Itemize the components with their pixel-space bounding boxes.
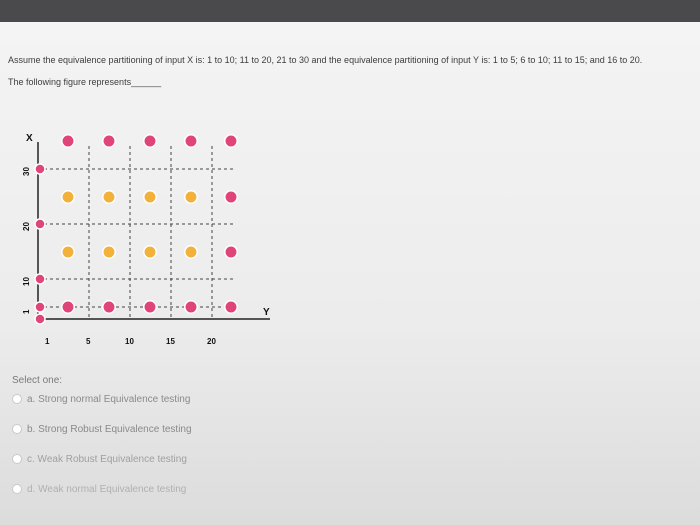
question-page (0, 22, 700, 525)
robust-test-point (144, 135, 156, 147)
nominal-test-point (62, 246, 74, 258)
option-b[interactable] (12, 422, 192, 436)
left-tick-label: 10 (22, 277, 31, 286)
option-label: b. Strong Robust Equivalence testing (27, 423, 192, 435)
nominal-test-point (185, 191, 197, 203)
grid-lines (38, 146, 236, 319)
nominal-test-point (103, 191, 115, 203)
robust-test-point (225, 135, 237, 147)
robust-test-point (225, 191, 237, 203)
bottom-tick-label: 5 (86, 337, 91, 346)
select-one-label: Select one: (12, 375, 63, 386)
bottom-tick-label: 10 (125, 337, 134, 346)
option-d[interactable] (12, 482, 192, 496)
robust-test-point (103, 135, 115, 147)
nominal-test-point (103, 246, 115, 258)
radio-button[interactable] (12, 394, 22, 404)
robust-test-point (62, 301, 74, 313)
axis-test-point (35, 164, 45, 174)
axis-test-point (35, 219, 45, 229)
nominal-test-point (185, 246, 197, 258)
nominal-test-point (144, 191, 156, 203)
axis-label-y: Y (263, 307, 270, 318)
robust-test-point (103, 301, 115, 313)
axis-test-point (35, 314, 45, 324)
robust-test-point (62, 135, 74, 147)
robust-test-point (144, 301, 156, 313)
nominal-test-point (62, 191, 74, 203)
bottom-tick-label: 20 (207, 337, 216, 346)
radio-button[interactable] (12, 454, 22, 464)
question-text (8, 53, 693, 89)
question-line-2: The following figure represents______ (8, 77, 162, 87)
axis-test-point (35, 302, 45, 312)
option-c[interactable] (12, 452, 192, 466)
left-tick-label: 20 (22, 222, 31, 231)
option-a[interactable] (12, 392, 192, 406)
bottom-tick-label: 15 (166, 337, 175, 346)
option-label: c. Weak Robust Equivalence testing (27, 453, 187, 465)
answer-options (12, 392, 192, 512)
axis-label-x: X (26, 133, 33, 144)
robust-test-point (225, 246, 237, 258)
axis-test-point (35, 274, 45, 284)
left-tick-label: 30 (22, 167, 31, 176)
radio-button[interactable] (12, 484, 22, 494)
bottom-tick-label: 1 (45, 337, 50, 346)
robust-test-point (225, 301, 237, 313)
robust-test-point (185, 301, 197, 313)
nominal-test-point (144, 246, 156, 258)
radio-button[interactable] (12, 424, 22, 434)
question-line-1: Assume the equivalence partitioning of input X is: 1 to 10; 11 to 20, 21 to 30 and the equivalence partitioning of input Y is: 1 to 5; 6 to 10; 11 to 15; and 16 to 20. (8, 55, 643, 65)
robust-test-point (185, 135, 197, 147)
equivalence-figure (20, 124, 280, 356)
left-tick-label: 1 (22, 309, 31, 314)
option-label: a. Strong normal Equivalence testing (27, 393, 191, 405)
option-label: d. Weak normal Equivalence testing (27, 483, 187, 495)
